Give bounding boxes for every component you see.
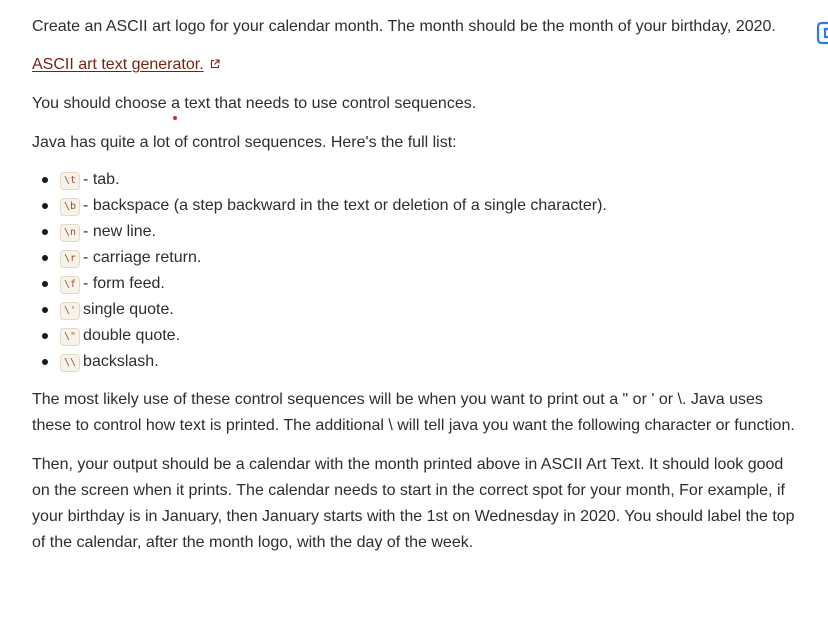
choose-paragraph — [32, 91, 804, 117]
choose-text-before: You should choose — [32, 95, 172, 112]
output-paragraph: Then, your output should be a calendar with the month printed above in ASCII Art Text. It should look good on the screen when it prints. The calendar needs to start in the correct spot for your month, For example, if your birthday is in January, then January starts with the 1st on Wednesday in 2020. You should label the top of the calendar, after the month logo, with the day of the week. — [32, 456, 795, 551]
sequence-desc: - form feed. — [83, 275, 165, 292]
list-item — [32, 271, 804, 297]
choose-text-after: text that needs to use control sequences. — [179, 95, 477, 112]
sequence-code: \\ — [60, 354, 80, 372]
list-item — [32, 349, 804, 375]
external-link-icon[interactable] — [210, 59, 220, 69]
sequence-desc: single quote. — [83, 301, 174, 318]
link-paragraph — [32, 52, 804, 78]
sequence-code: \' — [60, 302, 80, 320]
intro-paragraph: Create an ASCII art logo for your calendar month. The month should be the month of your birthday, 2020. — [32, 18, 776, 35]
list-item — [32, 219, 804, 245]
main-content — [32, 14, 804, 556]
sequence-code: \t — [60, 172, 80, 190]
sequence-desc: - carriage return. — [83, 249, 202, 266]
java-intro-paragraph: Java has quite a lot of control sequences. Here's the full list: — [32, 134, 457, 151]
sequence-desc: double quote. — [83, 327, 181, 344]
sequence-desc: - new line. — [83, 223, 156, 240]
list-item — [32, 245, 804, 271]
sequence-code: \b — [60, 198, 80, 216]
sequence-desc: backslash. — [83, 353, 159, 370]
sequence-code: \n — [60, 224, 80, 242]
ascii-generator-link[interactable]: ASCII art text generator. — [32, 56, 204, 73]
spellcheck-mark: a — [171, 91, 180, 117]
sequence-desc: - backspace (a step backward in the text or deletion of a single character). — [83, 197, 607, 214]
usage-paragraph: The most likely use of these control sequences will be when you want to print out a " or ' or \. Java uses these to control how text is printed. The additional \ will tell java you want the following character or function. — [32, 391, 795, 434]
control-sequence-list — [32, 167, 804, 375]
sequence-code: \" — [60, 328, 80, 346]
list-item — [32, 167, 804, 193]
sequence-desc: - tab. — [83, 171, 120, 188]
list-item — [32, 323, 804, 349]
sequence-code: \f — [60, 276, 80, 294]
sequence-code: \r — [60, 250, 80, 268]
list-item — [32, 193, 804, 219]
bracket-icon[interactable] — [814, 20, 828, 46]
list-item — [32, 297, 804, 323]
